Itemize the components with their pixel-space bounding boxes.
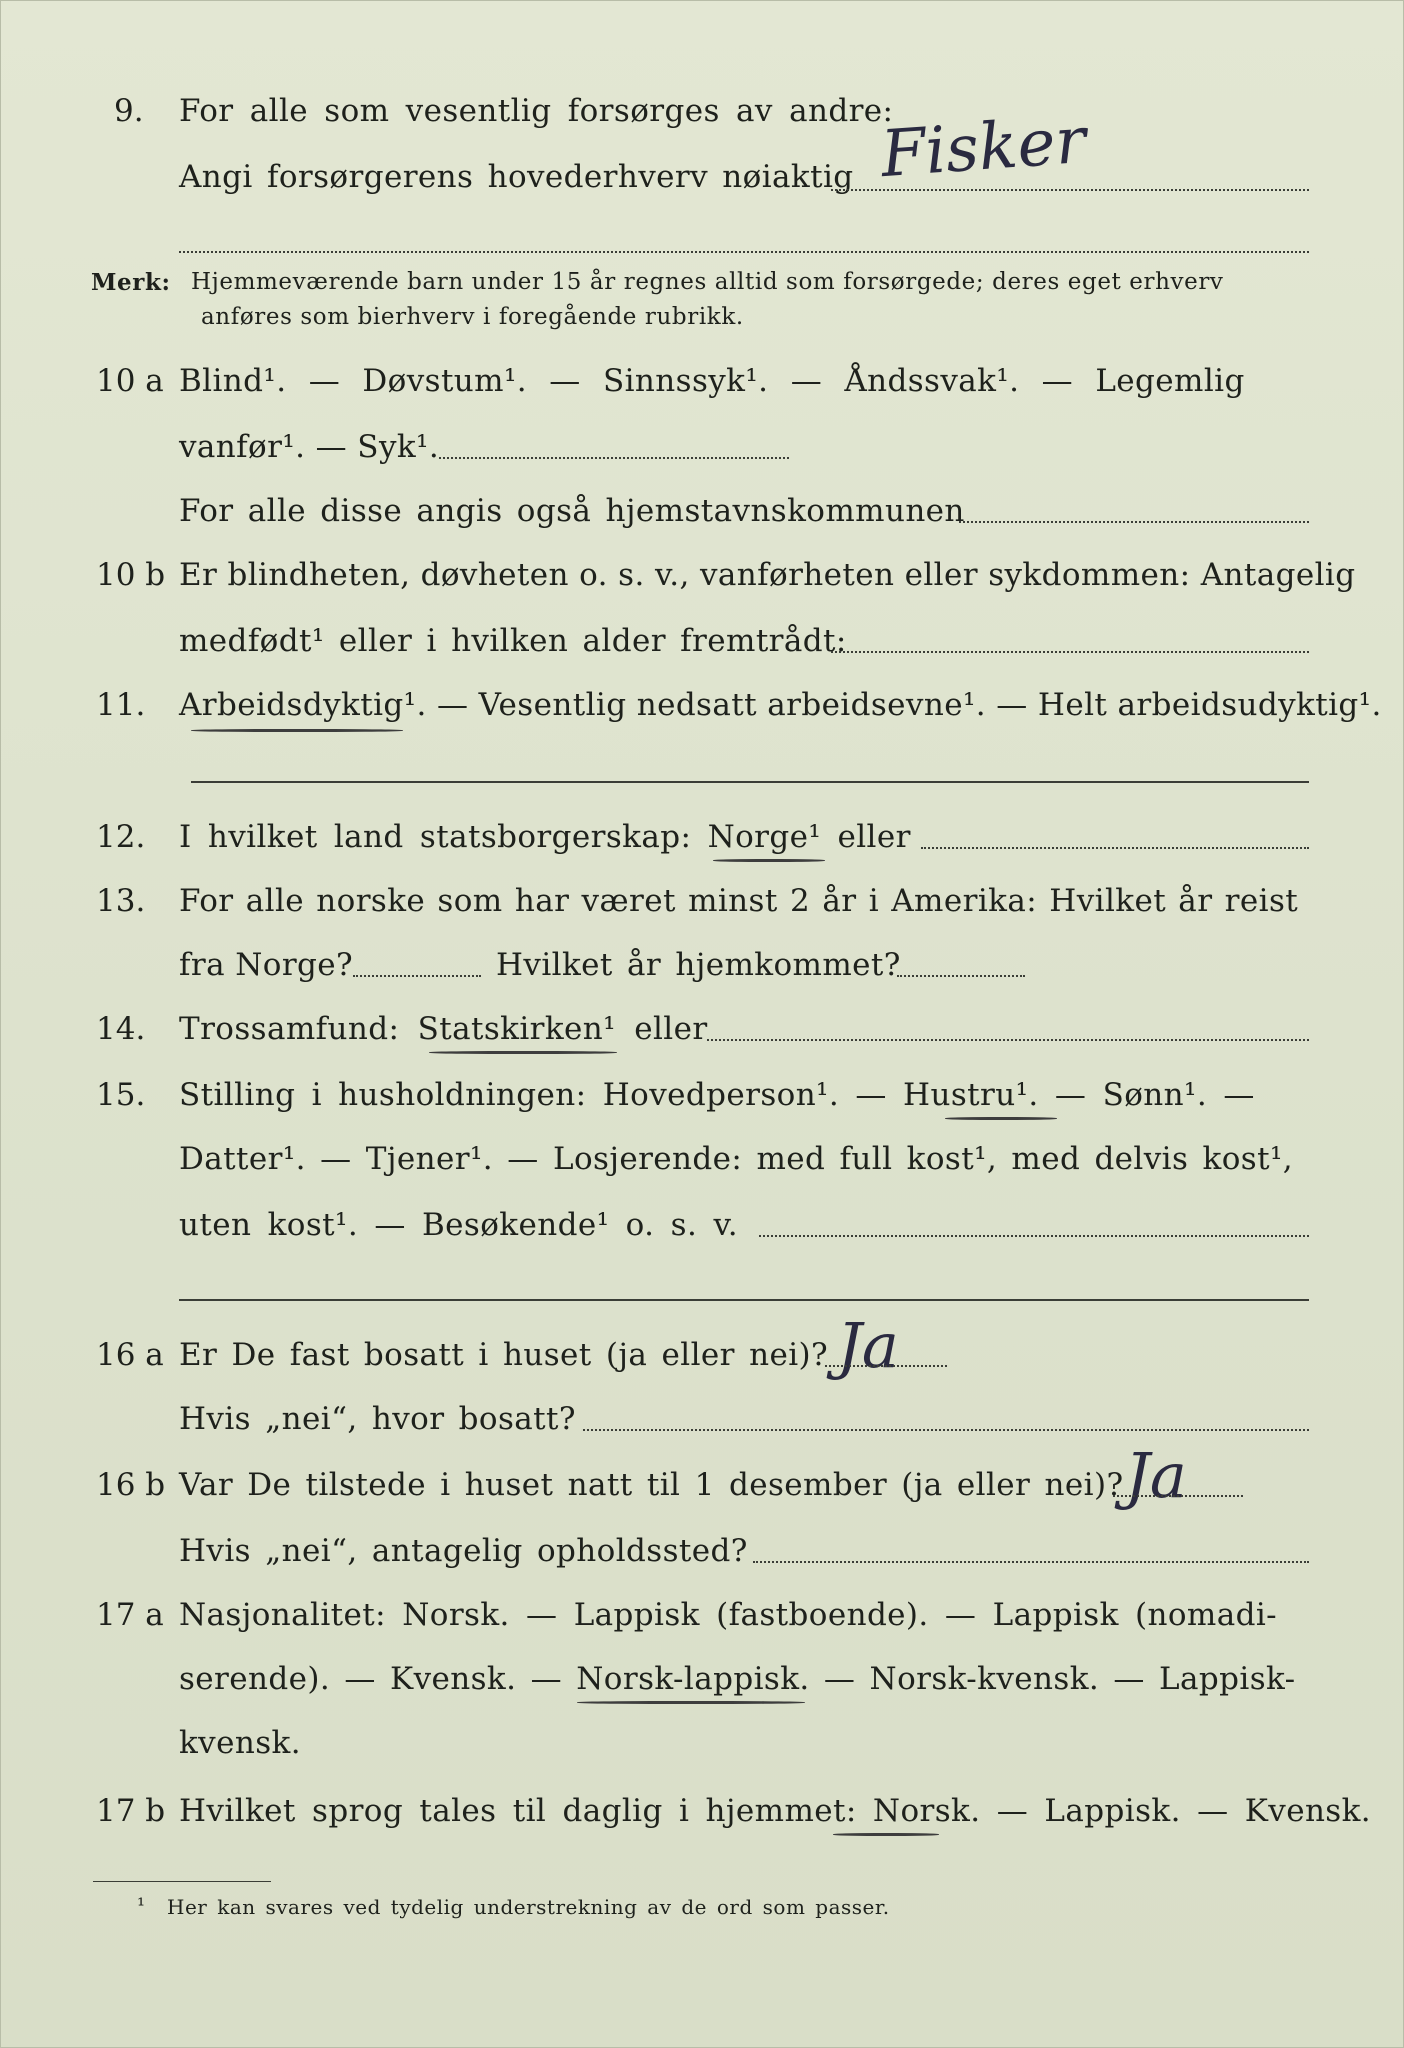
q17b-line1: Hvilket sprog tales til daglig i hjemmet: Norsk. — Lappisk. — Kvensk. [179, 1793, 1372, 1829]
q11-answer-underline [191, 729, 403, 732]
q16a-number: 16 a [96, 1337, 164, 1373]
q10a-line2: vanfør¹. — Syk¹. [179, 429, 440, 465]
q15-number: 15. [96, 1077, 146, 1113]
q14-line1: Trossamfund: Statskirken¹ eller [179, 1011, 708, 1047]
q10a-line3: For alle disse angis også hjemstavnskommunen [179, 493, 965, 529]
q10a-answer-line [439, 457, 789, 459]
q12-line1: I hvilket land statsborgerskap: Norge¹ eller [179, 819, 911, 855]
q14-answer-line [707, 1039, 1309, 1041]
q16b-handwritten-answer: Ja [1125, 1439, 1187, 1512]
footnote-text: Her kan svares ved tydelig understrekning av de ord som passer. [167, 1895, 890, 1919]
q9-line1: For alle som vesentlig forsørges av andre: [179, 93, 894, 129]
q10a-home-line [959, 521, 1309, 523]
q13-line2b: Hvilket år hjemkommet? [496, 947, 901, 983]
q17a-answer-underline [577, 1701, 805, 1704]
q16b-number: 16 b [96, 1467, 166, 1503]
q12-answer-underline [713, 859, 825, 862]
q12-answer-line [921, 847, 1309, 849]
q14-number: 14. [96, 1011, 146, 1047]
merk-line1: Hjemmeværende barn under 15 år regnes alltid som forsørgede; deres eget erhverv [191, 269, 1224, 295]
q12-number: 12. [96, 819, 146, 855]
q10a-line1: Blind¹. — Døvstum¹. — Sinnssyk¹. — Åndssvak¹. — Legemlig [179, 363, 1245, 399]
q16b-answer-line [1113, 1495, 1243, 1497]
merk-label: Merk: [91, 269, 171, 296]
q10a-number: 10 a [96, 363, 164, 399]
q16b-line2: Hvis „nei“, antagelig opholdssted? [179, 1533, 748, 1569]
q15-line1: Stilling i husholdningen: Hovedperson¹. — Hustru¹. — Sønn¹. — [179, 1077, 1255, 1113]
q9-line2: Angi forsørgerens hovederhverv nøiaktig [179, 159, 854, 195]
q17a-line2: serende). — Kvensk. — Norsk-lappisk. — Norsk-kvensk. — Lappisk- [179, 1661, 1296, 1697]
q9-handwritten-answer: Fisker [878, 103, 1089, 193]
q15-answer-line [759, 1235, 1309, 1237]
q16a-line2: Hvis „nei“, hvor bosatt? [179, 1401, 576, 1437]
q9-extra-line [179, 251, 1309, 253]
q17a-line1: Nasjonalitet: Norsk. — Lappisk (fastboende). — Lappisk (nomadi- [179, 1597, 1278, 1633]
q16a-line1: Er De fast bosatt i huset (ja eller nei)? [179, 1337, 829, 1373]
q11-line1: Arbeidsdyktig¹. — Vesentlig nedsatt arbeidsevne¹. — Helt arbeidsudyktig¹. [179, 687, 1382, 723]
q13-number: 13. [96, 883, 146, 919]
q10b-line2: medfødt¹ eller i hvilken alder fremtrådt: [179, 623, 847, 659]
q17b-answer-underline [833, 1833, 939, 1836]
q15-extra-line [179, 1299, 1309, 1301]
q13-line2a: fra Norge? [179, 947, 354, 983]
q17b-number: 17 b [96, 1793, 166, 1829]
q15-line2: Datter¹. — Tjener¹. — Losjerende: med full kost¹, med delvis kost¹, [179, 1141, 1294, 1177]
q15-line3: uten kost¹. — Besøkende¹ o. s. v. [179, 1207, 738, 1243]
q16b-line1: Var De tilstede i huset natt til 1 desember (ja eller nei)? [179, 1467, 1124, 1503]
q15-answer-underline [945, 1117, 1057, 1120]
q10b-line1: Er blindheten, døvheten o. s. v., vanførheten eller sykdommen: Antagelig [179, 557, 1356, 593]
q13-departure-line [353, 975, 481, 977]
footnote-divider [93, 1881, 271, 1882]
merk-line2: anføres som bierhverv i foregående rubrikk. [201, 304, 744, 330]
q16a-handwritten-answer: Ja [837, 1309, 899, 1382]
q13-line1: For alle norske som har været minst 2 år i Amerika: Hvilket år reist [179, 883, 1299, 919]
q10b-answer-line [831, 651, 1309, 653]
q14-answer-underline [429, 1051, 617, 1054]
q16b-location-line [753, 1561, 1309, 1563]
q11-number: 11. [96, 687, 146, 723]
q11-extra-line [191, 781, 1309, 783]
q17a-number: 17 a [96, 1597, 164, 1633]
footnote-mark: ¹ [137, 1893, 146, 1917]
q16a-answer-line [825, 1365, 947, 1367]
q16a-residence-line [583, 1429, 1309, 1431]
q17a-line3: kvensk. [179, 1725, 301, 1761]
q9-number: 9. [114, 93, 144, 129]
q13-return-line [897, 975, 1025, 977]
q10b-number: 10 b [96, 557, 166, 593]
